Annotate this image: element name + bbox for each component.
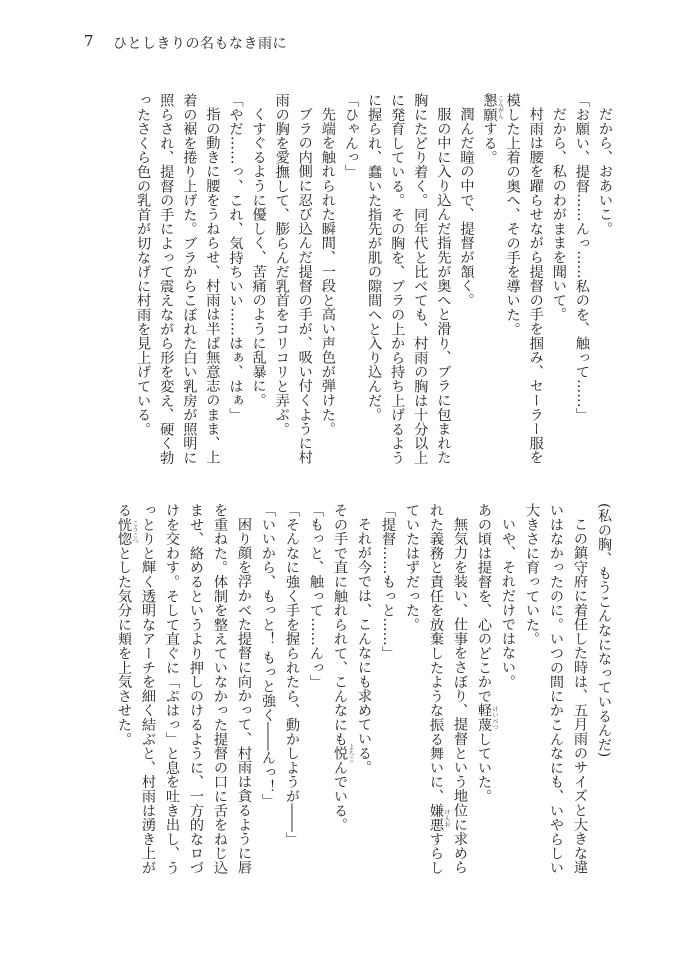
text-line: けを交わす。そして直ぐに「ぷはっ」と息を吐き出し、う — [164, 503, 180, 875]
text-line: 着の裾を捲り上げた。ブラからこぼれた白い乳房が照明に — [181, 93, 198, 465]
text-line: 困り顔を浮かべた提督に向かって、村雨は貪るように唇 — [236, 517, 252, 875]
text-line: それが今では、こんなにも求めている。 — [356, 517, 372, 775]
text-line: その手で直に触れられて、こんなにも悦んでいる。 — [332, 503, 348, 832]
text-line: に握られ、蠢いた指先が肌の隙間へと入り込んだ。 — [366, 93, 383, 422]
ruby-text: よろこ — [347, 744, 354, 763]
text-line: ていたはずだった。 — [404, 503, 420, 632]
text-line: いや、それだけではない。 — [500, 517, 516, 689]
text-line: 「もっと、触って……んっ」 — [308, 503, 324, 689]
text-line: を重ねた。体制を整えていなかった提督の口に舌をねじ込 — [212, 503, 228, 875]
text-line: 雨の胸を愛撫して、膨らんだ乳首をコリコリと弄ぶ。 — [273, 93, 290, 437]
text-line: 照らされ、提督の手によって震えながら形を変え、硬く勃 — [158, 93, 175, 465]
text-line: れた義務と責任を放棄したような振る舞いに、嫌悪すらし — [428, 503, 444, 875]
text-line: ませ、絡めるというより押しのけるように、一方的なロづ — [188, 503, 204, 875]
text-line: 潤んだ瞳の中で、提督が頷く。 — [458, 107, 475, 308]
text-line: 「いいから、もっと！ もっと強く――んっ！」 — [260, 503, 276, 808]
text-block-top — [131, 93, 616, 465]
text-block-bottom — [112, 503, 616, 875]
text-line: 「提督……もっと……」 — [380, 503, 396, 661]
text-line: 「お願い、提督……んっ……私のを、触って……」 — [573, 93, 590, 422]
running-title: ひとしきりの名もなき雨に — [113, 36, 287, 52]
text-line: 先端を触れられた瞬間、一段と高い声色が弾けた。 — [319, 107, 336, 437]
text-line: 指の動きに腰をうねらせ、村雨は半ば無意志のまま、上 — [204, 107, 221, 465]
text-line: 胸にたどり着く。同年代と比べても、村雨の胸は十分以上 — [412, 93, 429, 465]
text-line: 村雨は腰を躍らせながら提督の手を掴み、セーラー服を — [527, 107, 544, 465]
text-line: に発育している。その胸を、ブラの上から持ち上げるよう — [389, 93, 406, 465]
ruby-text: こうこつ — [131, 519, 138, 544]
text-line: 模した上着の奥へ、その手を導いた。 — [504, 93, 521, 337]
text-line: 大きさに育っていた。 — [524, 503, 540, 646]
text-line: 「ひゃんっ」 — [342, 93, 359, 179]
text-line: 懇願する。 — [481, 93, 498, 165]
text-line: だから、おあいこ。 — [597, 107, 613, 236]
text-line: っとりと輝く透明なアーチを細く結ぶと、村雨は湧き上が — [140, 503, 156, 875]
text-line: だから、私のわがままを聞いて。 — [550, 107, 567, 322]
ruby-text: こんがん — [496, 95, 504, 120]
text-line: いはなかったのに。いつの間にかこんなにも、いやらしい — [548, 503, 564, 875]
text-line: あの頃は提督を、心のどこかで軽蔑していた。 — [476, 503, 492, 804]
ruby-text: けんお — [443, 808, 450, 827]
text-line: 無気力を装い、仕事をさぼり、提督という地位に求めら — [452, 517, 468, 875]
text-line: ったさくら色の乳首が切なげに村雨を見上げている。 — [135, 93, 152, 437]
text-line: (私の胸、もうこんなになっているんだ) — [596, 503, 612, 758]
text-line: ブラの内側に忍び込んだ提督の手が、吸い付くように村 — [296, 107, 313, 465]
text-line: この鎮守府に着任した時は、五月雨のサイズと大きな違 — [572, 517, 588, 875]
text-line: 「やだ……っ、これ、気持ちいい……はぁ、はぁ」 — [227, 93, 244, 422]
text-line: 服の中に入り込んだ指先が奥へと滑り、ブラに包まれた — [435, 107, 452, 465]
page-number: 7 — [84, 32, 94, 50]
text-line: くすぐるように優しく、苦痛のように乱暴に。 — [250, 107, 267, 408]
text-line: る恍惚とした気分に頬を上気させた。 — [116, 503, 132, 747]
text-line: 「そんなに強く手を握られたら、動かしようが――」 — [284, 503, 300, 847]
ruby-text: けいべつ — [491, 705, 498, 730]
